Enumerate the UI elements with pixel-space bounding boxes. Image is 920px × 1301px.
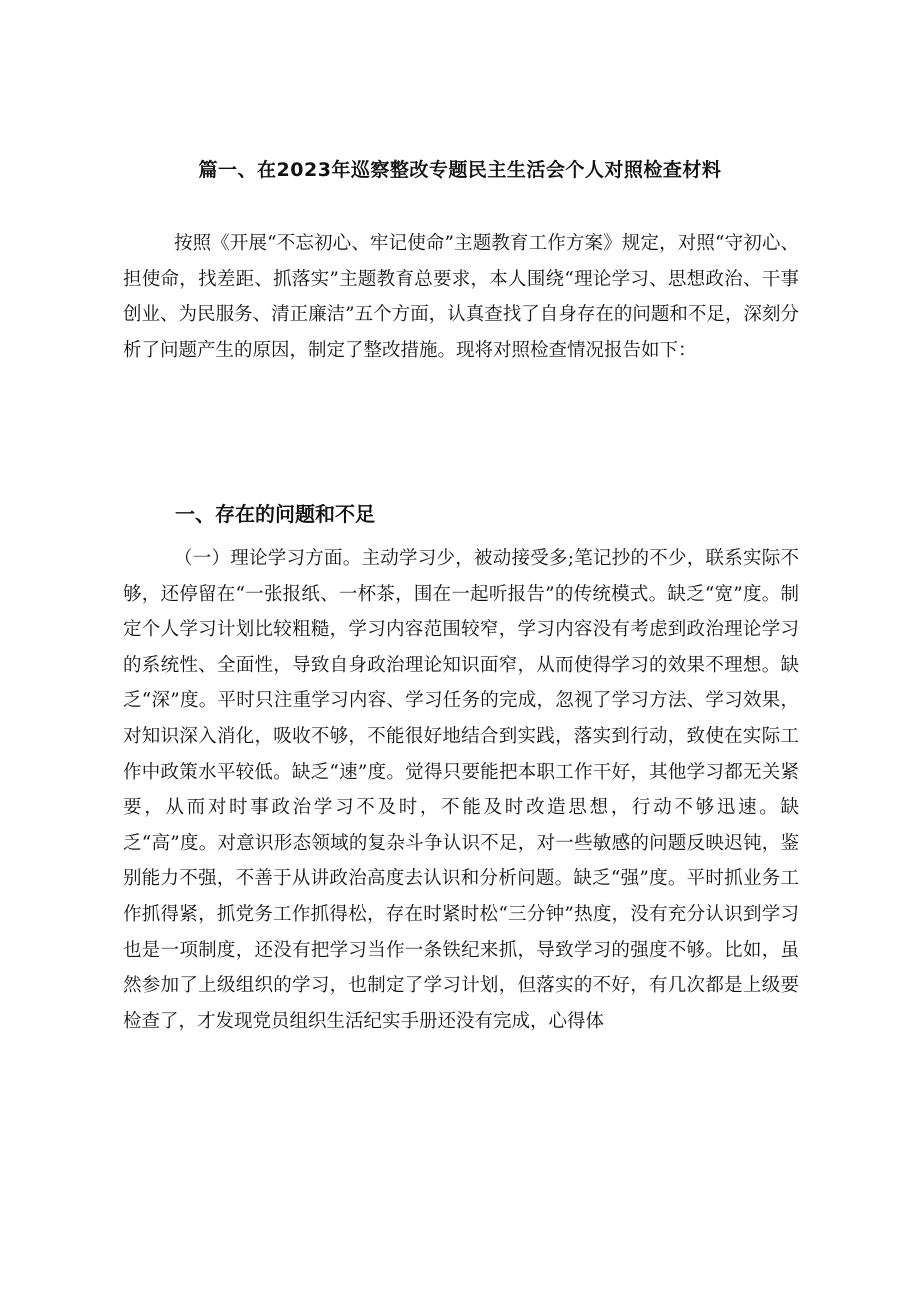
- document-title: 篇一、在2023年巡察整改专题民主生活会个人对照检查材料: [198, 159, 722, 181]
- intro-paragraph: 按照《开展“不忘初心、牢记使命”主题教育工作方案》规定，对照“守初心、担使命，找差距、抓落实”主题教育总要求，本人围绕“理论学习、思想政治、干事创业、为民服务、清正廉洁”五个方面，认真查找了自身存在的问题和不足，深刻分析了问题产生的原因，制定了整改措施。现将对照检查情况报告如下：: [123, 233, 799, 361]
- body-paragraph: （一）理论学习方面。主动学习少，被动接受多;笔记抄的不少，联系实际不够，还停留在“一张报纸、一杯茶，围在一起听报告”的传统模式。缺乏“宽”度。制定个人学习计划比较粗糙，学习内容范围较窄，学习内容没有考虑到政治理论学习的系统性、全面性，导致自身政治理论知识面窄，从而使得学习的效果不理想。缺乏“深”度。平时只注重学习内容、学习任务的完成，忽视了学习方法、学习效果，对知识深入消化，吸收不够，不能很好地结合到实践，落实到行动，致使在实际工作中政策水平较低。缺乏“速”度。觉得只要能把本职工作干好，其他学习都无关紧要，从而对时事政治学习不及时，不能及时改造思想，行动不够迅速。缺乏“高”度。对意识形态领域的复杂斗争认识不足，对一些敏感的问题反映迟钝，鉴别能力不强，不善于从讲政治高度去认识和分析问题。缺乏“强”度。平时抓业务工作抓得紧，抓党务工作抓得松，存在时紧时松“三分钟”热度，没有充分认识到学习也是一项制度，还没有把学习当作一条铁纪来抓，导致学习的强度不够。比如，虽然参加了上级组织的学习，也制定了学习计划，但落实的不好，有几次都是上级要检查了，才发现党员组织生活纪实手册还没有完成，心得体: [123, 548, 799, 1032]
- section-heading: 一、存在的问题和不足: [175, 502, 375, 526]
